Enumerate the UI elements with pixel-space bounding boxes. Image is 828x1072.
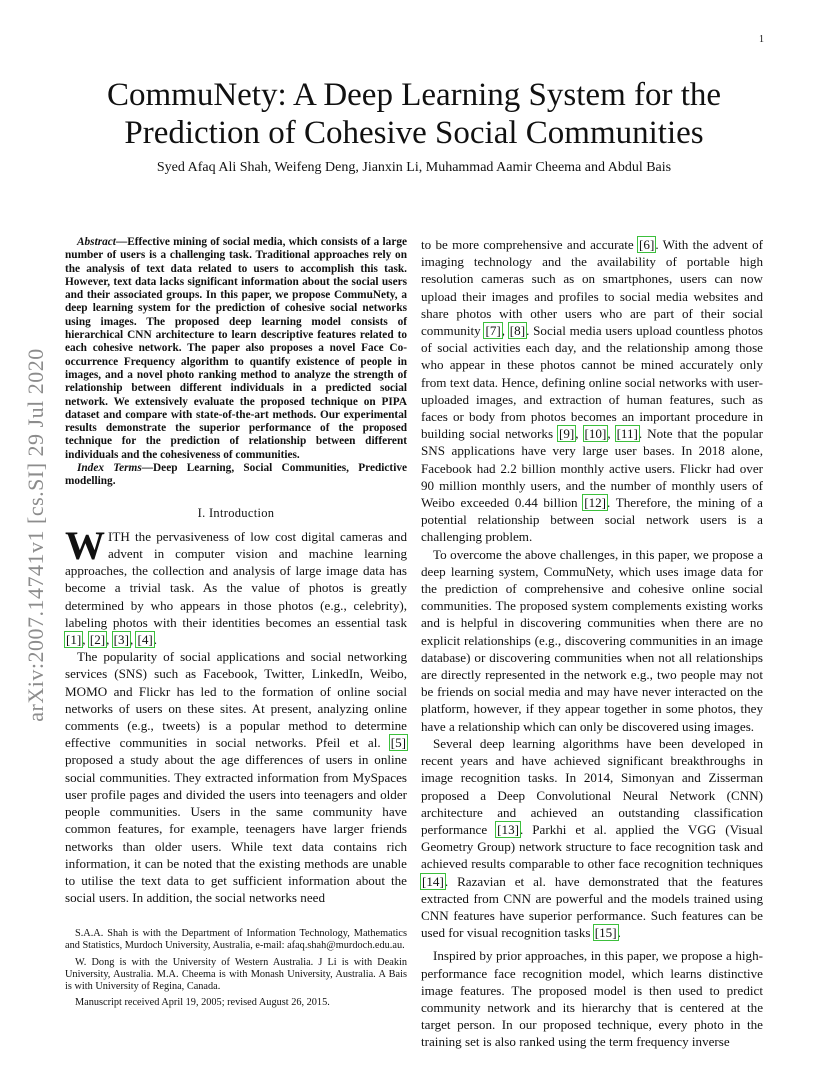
arxiv-id: arXiv:2007.14741v1 [cs.SI] 29 Jul 2020 <box>23 348 48 722</box>
citation-link[interactable]: [15] <box>594 925 617 941</box>
citation-link[interactable]: [4] <box>137 632 153 648</box>
right-p1-text-d: . Note that the popular SNS applications have very large user bases. In 2018 alone, Facebook had 2.2 billion monthly active users. Flickr had over 90 million monthly users, and the number of monthly users of Weibo exceeded 0.44 billion <box>421 426 764 511</box>
right-p3-text-b: . Parkhi et al. applied the VGG (Visual Geometry Group) network structure to face recognition task and achieved results comparable to other face recognition techniques <box>421 821 763 872</box>
right-p3-text-a: Several deep learning algorithms have been developed in recent years and have achieved significant breakthroughs in image recognition tasks. In 2014, Simonyan and Zisserman proposed a Deep Convolutional Neural Network (CNN) architecture and achieved an outstanding classification performance <box>421 735 763 837</box>
intro-p1-text: ITH the pervasiveness of low cost digital cameras and advent in computer vision and machine learning approaches, the collection and analysis of large image data has become a trivial task. As the value of photos is greatly determined by who appears in those photos (e.g., celebrity), labeling photos with their identities becomes an essential task <box>65 528 407 630</box>
index-terms-text: —Deep Learning, Social Communities, Predictive modelling. <box>65 462 407 488</box>
footnote-affiliation-2: W. Dong is with the University of Western Australia. J Li is with Deakin University, Australia. M.A. Cheema is with Monash University, Australia. A Bais is with University of Regina, Canada. <box>65 956 407 993</box>
citation-link[interactable]: [14] <box>422 873 444 889</box>
right-p1-text-e: . Therefore, the mining of a potential relationship between social network users is a challenging problem. <box>421 495 763 545</box>
intro-p2-text-a: The popularity of social applications and social networking services (SNS) such as Facebook, Twitter, LinkedIn, Weibo, MOMO and Flickr has led to the formation of online social networks of users on these sites. At present, analyzing online comments (e.g., tweets) is a popular method to determine effective communities in social networks. Pfeil et al. <box>65 649 407 751</box>
citation-link[interactable]: [8] <box>509 323 526 339</box>
right-paragraph-3: Several deep learning algorithms have been developed in recent years and have achieved significant breakthroughs in image recognition tasks. In 2014, Simonyan and Zisserman proposed a Deep Convolutional Neural Network (CNN) architecture and achieved an outstanding classification performance [13]. Parkhi et al. applied the VGG (Visual Geometry Group) network structure to face recognition task and achieved results comparable to other face recognition techniques [14]. Razavian et al. have demonstrated that the features extracted from CNN are powerful and the models trained using CNN features have superior performance. Such features can be used for visual recognition tasks [15]. <box>421 735 763 941</box>
citation-link[interactable]: [5] <box>390 735 406 751</box>
citation-link[interactable]: [6] <box>639 237 655 252</box>
abstract-text: —Effective mining of social media, which consists of a large number of users is a challenging task. Traditional approaches rely on the analysis of text data related to users to accomplish this task. However, text data lacks significant information about the social users and their associated groups. In this paper, we propose CommuNety, a deep learning system for the prediction of cohesive social networks using images. The proposed deep learning model consists of hierarchical CNN architecture to learn descriptive features related to each cohesive network. The paper also proposes a novel Face Co-occurrence Frequency algorithm to quantify existence of people in images, and a novel photo ranking method to analyze the strength of relationship between different individuals in a predicted social network. We extensively evaluate the proposed technique on PIPA dataset and compare with state-of-the-art methods. Our experimental results demonstrate the superior performance of the proposed technique for the prediction of relationship between different individuals and the cohesiveness of communities. <box>65 236 407 461</box>
citation-link[interactable]: [1] <box>66 632 82 648</box>
abstract-label: Abstract <box>77 236 116 248</box>
title-line-1: CommuNety: A Deep Learning System for the <box>106 77 722 113</box>
left-column <box>65 236 407 906</box>
citation-link[interactable]: [11] <box>616 426 638 442</box>
author-list: Syed Afaq Ali Shah, Weifeng Deng, Jianxin Li, Muhammad Aamir Cheema and Abdul Bais <box>156 160 672 175</box>
intro-p2-text-b: proposed a study about the age differences of users in online social communities. They extracted information from MySpaces user profile pages and divided the users into teenagers and older people communities. Users in the same community have common features, for example, teenagers have larger friends networks than older users. While text data contains rich information, it can be noted that the existing methods are unable to utilise the text data to get sufficient information about the social users. In addition, the social networks need <box>65 752 407 906</box>
footnote-manuscript: Manuscript received April 19, 2005; revised August 26, 2015. <box>75 997 330 1009</box>
title-line-2: Prediction of Cohesive Social Communities <box>124 115 704 151</box>
right-p1-text-a: to be more comprehensive and accurate <box>421 237 634 252</box>
intro-paragraph-1: WITH the pervasiveness of low cost digital cameras and advent in computer vision and machine learning approaches, the collection and analysis of large image data has become a trivial task. As the value of photos is greatly determined by who appears in those photos (e.g., celebrity), labeling photos with their identities becomes an essential task [1], [2], [3], [4]. <box>65 522 407 648</box>
arxiv-watermark <box>10 310 62 760</box>
citation-link[interactable]: [10] <box>584 426 607 442</box>
citation-link[interactable]: [7] <box>485 323 501 339</box>
citation-link[interactable]: [9] <box>559 426 575 442</box>
footnotes <box>65 928 407 1014</box>
paper-title <box>70 76 758 152</box>
index-terms-label: Index Terms <box>77 462 142 475</box>
citation-link[interactable]: [3] <box>113 632 129 648</box>
footnote-affiliation-1: S.A.A. Shah is with the Department of Information Technology, Mathematics and Statistics, Murdoch University, Australia, e-mail: afaq.shah@murdoch.edu.au. <box>65 928 407 952</box>
right-paragraph-4: Inspired by prior approaches, in this paper, we propose a high-performance face recognition model, which learns distinctive image features. The proposed model is then used to predict community network and its hierarchy that is centered at the target person. In our proposed technique, every photo in the training set is also ranked using the term frequency inverse <box>421 948 763 1050</box>
abstract <box>65 236 407 462</box>
citation-link[interactable]: [2] <box>89 632 106 648</box>
citation-link[interactable]: [12] <box>584 495 607 511</box>
page-number: 1 <box>759 34 764 45</box>
citation-link[interactable]: [13] <box>497 821 519 837</box>
right-paragraph-1: to be more comprehensive and accurate [6]. With the advent of imaging technology and the availability of portable high resolution cameras such as on smartphones, users can now upload their images and profiles to social media websites and share photos with other users who are part of their social community [7], [8]. Social media users upload countless photos of social activities each day, and the relationship among those who appear in these photos cannot be mined accurately only from text data. Hence, defining online social networks with user-uploaded images, and extraction of human features, such as faces or body from photos becomes an important procedure in building social networks [9], [10], [11]. Note that the popular SNS applications have very large user bases. In 2018 alone, Facebook had 2.2 billion monthly active users. Flickr had over 90 million monthly users, and the number of monthly users of Weibo exceeded 0.44 billion [12]. Therefore, the mining of a potential relationship between social network users is a challenging problem. <box>421 237 764 545</box>
right-column <box>421 236 763 1051</box>
right-p1-text-c: . Social media users upload countless photos of social activities each day, and the relationship among those who appear in these photos cannot be mined accurately only from text data. Hence, defining online social networks with user-uploaded images, and extraction of human features, such as faces or body from photos becomes an important procedure in building social networks <box>421 323 763 442</box>
intro-paragraph-2 <box>65 648 407 906</box>
drop-cap: W <box>65 522 105 568</box>
right-p3-text-c: . Razavian et al. have demonstrated that the features extracted from CNN are powerful and the models trained using CNN features have superior performance. Such features can be used for visual recognition tasks <box>421 873 763 941</box>
right-paragraph-2: To overcome the above challenges, in this paper, we propose a deep learning system, CommuNety, which uses image data for the prediction of comprehensive and cohesive online social communities. The proposed system complements existing works and is helpful in discovering communities when there are no explicit relationships (e.g., discovering communities in an image database) or discovering communities when not all relationships are directly represented in the network e.g., two people may not be friends on social media and may have never interacted on the platform, however, if they appear together in some photos, they have a relationship which can only be discovered using images. <box>421 546 763 734</box>
section-heading-introduction: I. Introduction <box>197 505 275 520</box>
index-terms <box>65 462 407 489</box>
right-p1-text-b: . With the advent of imaging technology and the availability of portable high resolution cameras such as on smartphones, users can now upload their images and profiles to social media websites and share photos with other users who are part of their social community <box>421 237 764 339</box>
